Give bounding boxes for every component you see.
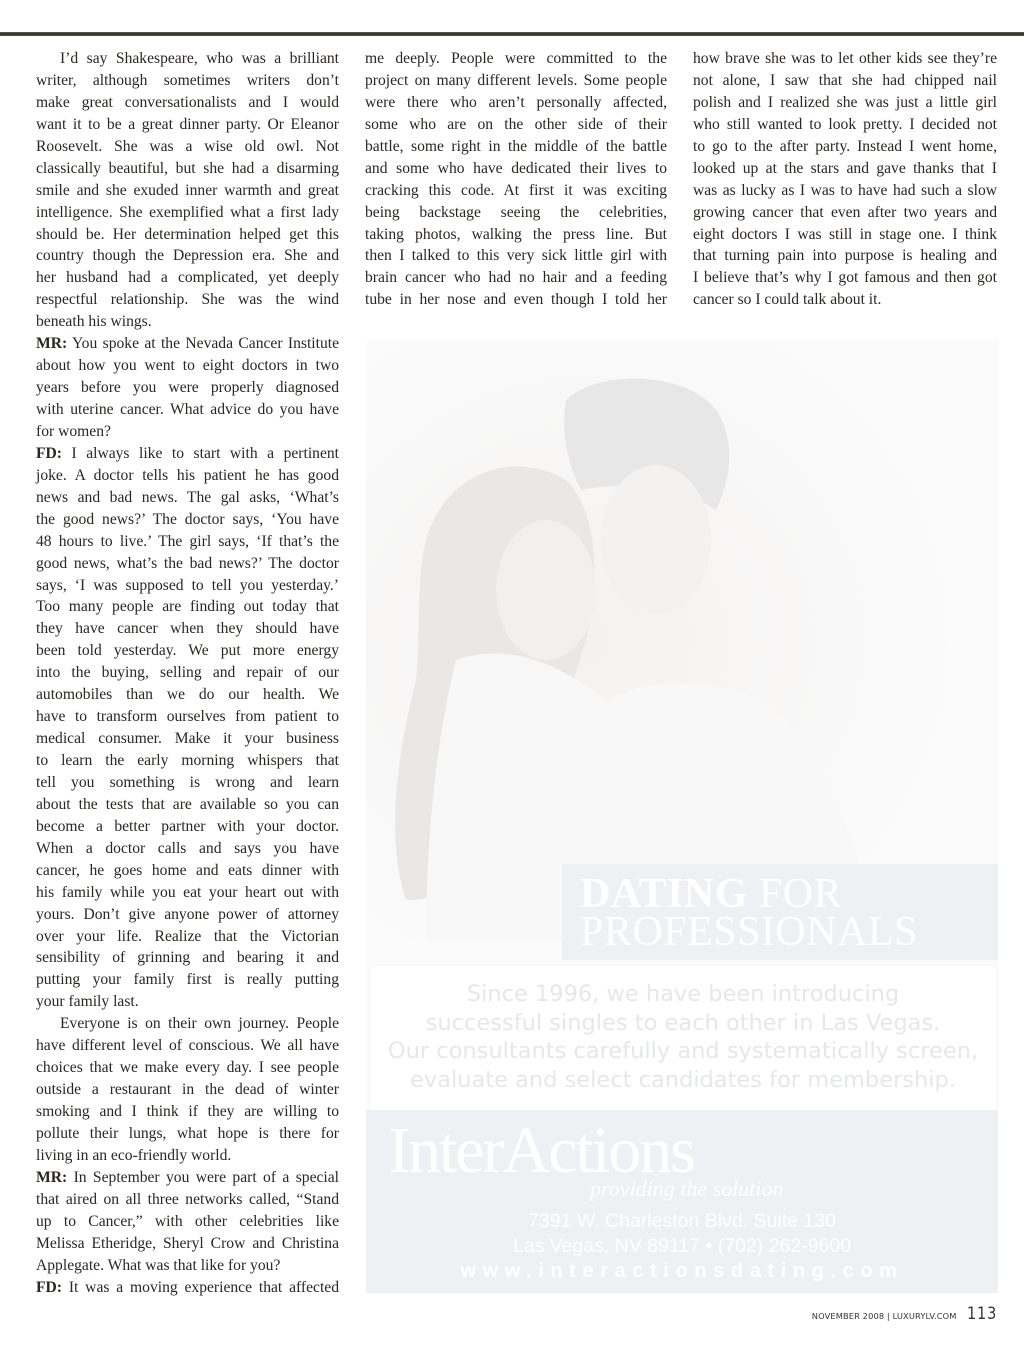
article-line [693,114,997,136]
ad-headline [562,864,998,960]
line-text: medical consumer. Make it your business [36,730,339,748]
line-text: It was a moving experience that affected [61,1278,339,1296]
article-line [36,662,339,684]
line-text: living in an eco-friendly world. [36,1146,232,1164]
article-line [36,816,339,838]
article-line [36,684,339,706]
article-line [693,158,997,180]
article-line [36,158,339,180]
article-line [36,465,339,487]
article-line [36,706,339,728]
website-url: www.interactionsdating.com [460,1260,904,1282]
line-text: looked up at the stars and gave thanks that I [693,159,997,177]
article-line [693,48,997,70]
article-line [36,1101,339,1123]
line-text: were there who aren’t personally affected, [365,93,667,111]
article-line [36,136,339,158]
line-text: putting your family first is really putting [36,971,339,989]
line-text: into the buying, selling and repair of our [36,664,339,682]
line-text: brain cancer who had no hair and a feeding [365,269,667,287]
line-text: been told yesterday. We put more energy [36,642,339,660]
interactions-advertisement [366,340,998,1293]
article-line [36,640,339,662]
article-line [36,421,339,443]
article-line [693,70,997,92]
article-line [36,1035,339,1057]
line-text: was as lucky as I was to have had such a slow [693,181,997,199]
line-text: Too many people are finding out today that [36,598,339,616]
article-line [365,114,667,136]
line-text: how brave she was to let other kids see they’re [693,50,997,67]
article-line [365,180,667,202]
line-text: automobiles than we do our health. We [36,686,339,704]
line-text: sensibility of grinning and bearing it and [36,949,339,967]
article-line [36,750,339,772]
article-line [36,267,339,289]
couple-photo [366,340,998,940]
line-text: years before you were properly diagnosed [36,379,339,397]
line-text: that aired on all three networks called, “Stand [36,1190,339,1208]
line-text: have different level of conscious. We all have [36,1037,339,1055]
article-line [36,114,339,136]
line-text: news and bad news. The gal asks, ‘What’s [36,488,339,506]
ad-contact-panel [366,1110,998,1293]
article-line [36,596,339,618]
article-line [693,245,997,267]
article-line [36,245,339,267]
article-column-1 [36,48,339,1298]
article-line [36,1123,339,1145]
line-text: want it to be a great dinner party. Or Eleanor [36,115,339,133]
article-line [36,48,339,70]
folio-issue-site: NOVEMBER 2008 | LUXURYLV.COM [811,1311,957,1321]
article-line [365,48,667,70]
article-line [36,860,339,882]
article-line [36,202,339,224]
article-line [36,947,339,969]
blurb-line: successful singles to each other in Las Vegas. [425,1009,941,1036]
line-text: good news, what’s the bad news?’ The doctor [36,554,339,572]
line-text: respectful relationship. She was the wind [36,291,339,309]
article-line [36,443,339,465]
article-line [36,991,339,1013]
article-line [365,136,667,158]
article-line [693,267,997,289]
article-line [36,553,339,575]
line-text: taking photos, walking the press line. But [365,225,667,243]
line-text: to learn the early morning whispers that [36,752,339,769]
article-line [36,377,339,399]
article-line [36,1255,339,1277]
article-line [365,224,667,246]
article-line [365,267,667,289]
line-text: Everyone is on their own journey. People [60,1015,339,1033]
article-line [36,1189,339,1211]
article-line [36,772,339,794]
line-text: about the tests that are available so you can [36,795,339,813]
article-line [36,70,339,92]
article-line [365,92,667,114]
line-text: and some who have dedicated their lives to [365,159,667,177]
headline-line-2: PROFESSIONALS [580,909,918,955]
article-line [36,355,339,377]
article-line [693,202,997,224]
article-line [36,794,339,816]
blurb-line: Our consultants carefully and systematically screen, [387,1038,979,1064]
line-text: become a better partner with your doctor. [36,817,339,835]
line-text: being backstage seeing the celebrities, [365,203,667,221]
line-text: over your life. Realize that the Victorian [36,927,339,945]
line-text: they have cancer when they should have [36,620,339,638]
blurb-line: evaluate and select candidates for membership. [410,1066,956,1093]
page-number: 113 [966,1304,997,1324]
line-text: yours. Don’t give anyone power of attorney [36,905,339,923]
article-line [36,1167,339,1189]
article-line [36,904,339,926]
article-line [36,575,339,597]
page-folio [812,1304,1002,1324]
headline-line-1: DATING FOR [580,871,843,917]
article-column-2 [365,48,667,311]
article-line [36,1233,339,1255]
line-text: beneath his wings. [36,313,152,331]
line-text: that turning pain into purpose is healing and [693,247,997,265]
article-line [693,136,997,158]
line-text: polish and I realized she was just a little girl [693,93,997,111]
top-rule [0,32,1024,36]
line-text: his family while you eat your heart out with [36,883,339,901]
line-text: Roosevelt. She was a wise old owl. Not [36,137,339,155]
line-text: have to transform ourselves from patient to [36,708,339,726]
article-line [36,509,339,531]
line-text: tell you something is wrong and learn [36,773,339,791]
line-text: tube in her nose and even though I told her [365,291,667,309]
line-text: smoking and I think if they are willing to [36,1103,339,1120]
article-line [36,728,339,750]
line-text: says, ‘I was supposed to tell you yesterday.’ [36,576,339,594]
line-text: not alone, I saw that she had chipped nail [693,71,997,89]
article-line [36,838,339,860]
line-text: eight doctors I was still in stage one. I think [693,225,997,243]
line-text: to go to the after party. Instead I went home, [693,137,997,155]
article-line [365,70,667,92]
line-text: me deeply. People were committed to the [365,50,667,67]
blurb-line: Since 1996, we have been introducing [466,981,900,1007]
article-line [36,1013,339,1035]
line-text: some who are on the other side of their [365,115,667,133]
article-line [36,969,339,991]
line-text: your family last. [36,993,139,1011]
article-line [36,289,339,311]
article-line [36,180,339,202]
line-text: intelligence. She exemplified what a first lady [36,203,339,221]
line-text: I believe that’s why I got famous and then got [693,269,997,287]
line-text: up to Cancer,” with other celebrities like [36,1212,339,1230]
article-line [36,1079,339,1101]
article-line [36,531,339,553]
article-line [36,399,339,421]
line-text: make great conversationalists and I would [36,93,339,111]
line-text: classically beautiful, but she had a disarming [36,159,339,177]
address-line-2: Las Vegas, NV 89117 • (702) 262-9600 [512,1235,852,1257]
line-text: with uterine cancer. What advice do you have [36,401,339,418]
article-line [365,245,667,267]
article-line [36,487,339,509]
article-line [36,882,339,904]
article-line [365,289,667,311]
speaker-label: FD: [36,1278,62,1296]
logo-tagline: providing the solution [590,1176,784,1201]
line-text: Applegate. What was that like for you? [36,1256,281,1274]
line-text: then I talked to this very sick little girl with [365,247,667,265]
line-text: should be. Her determination helped get this [36,225,339,243]
line-text: In September you were part of a special [67,1168,339,1186]
interactions-logo: InterActions [388,1114,694,1187]
line-text: battle, some right in the middle of the battle [365,137,667,155]
article-line [693,180,997,202]
article-line [365,158,667,180]
line-text: cancer so I could talk about it. [693,291,882,309]
article-line [36,1145,339,1167]
speaker-label: MR: [36,335,68,353]
line-text: about how you went to eight doctors in two [36,357,339,375]
line-text: I always like to start with a pertinent [61,444,339,462]
line-text: 48 hours to live.’ The girl says, ‘If that’s the [36,532,339,550]
line-text: You spoke at the Nevada Cancer Institute [67,335,339,353]
address-line-1: 7391 W. Charleston Blvd. Suite 130 [528,1210,836,1232]
line-text: for women? [36,422,111,440]
article-line [365,202,667,224]
line-text: Melissa Etheridge, Sheryl Crow and Christina [36,1234,339,1252]
speaker-label: MR: [36,1168,68,1186]
line-text: outside a restaurant in the dead of winter [36,1081,339,1099]
line-text: country though the Depression era. She and [36,247,339,265]
article-line [36,1057,339,1079]
article-line [693,289,997,311]
line-text: choices that we make every day. I see people [36,1059,339,1077]
article-line [36,1211,339,1233]
article-line [693,92,997,114]
ad-blurb [370,966,996,1110]
line-text: the good news?’ The doctor says, ‘You have [36,510,339,528]
line-text: project on many different levels. Some people [365,71,667,89]
article-line [36,1277,339,1299]
line-text: writer, although sometimes writers don’t [36,71,339,89]
article-line [36,333,339,355]
line-text: who still wanted to look pretty. I decided not [693,115,997,133]
article-line [36,618,339,640]
woman-face [496,520,596,660]
line-text: I’d say Shakespeare, who was a brilliant [60,50,339,67]
line-text: When a doctor calls and says you have [36,839,339,857]
line-text: pollute their lungs, what hope is there for [36,1124,339,1142]
line-text: cracking this code. At first it was exciting [365,181,667,199]
speaker-label: FD: [36,444,62,462]
article-line [693,224,997,246]
article-line [36,92,339,114]
line-text: joke. A doctor tells his patient he has good [36,466,339,484]
article-line [36,311,339,333]
line-text: her husband had a complicated, yet deeply [36,269,339,287]
article-column-3 [693,48,997,311]
article-line [36,224,339,246]
line-text: smile and she exuded inner warmth and great [36,181,339,199]
line-text: cancer, he goes home and eats dinner with [36,861,339,879]
article-line [36,926,339,948]
man-face [601,465,711,615]
line-text: growing cancer that even after two years and [693,203,997,221]
